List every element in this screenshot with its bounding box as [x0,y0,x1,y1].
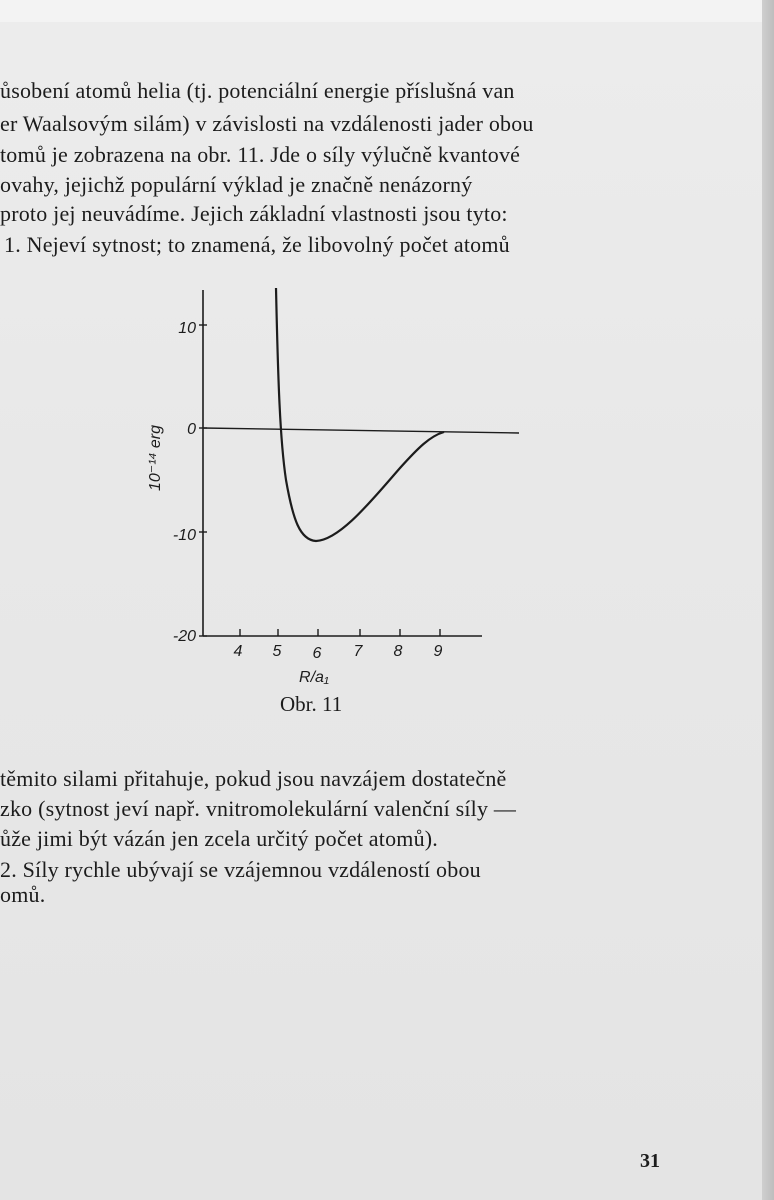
text-line-top-1: ůsobení atomů helia (tj. potenciální energie příslušná van [0,78,515,103]
text-line-top-5: proto jej neuvádíme. Jejich základní vlastnosti jsou tyto: [0,201,508,226]
text-line-bottom-4: 2. Síly rychle ubývají se vzájemnou vzdáleností obou [0,857,481,882]
x-tick-label-9: 9 [433,643,443,660]
y-tick-label-10: 10 [178,320,196,337]
text-line-top-3: tomů je zobrazena na obr. 11. Jde o síly výlučně kvantové [0,142,521,167]
x-tick-label-5: 5 [272,643,282,660]
zero-line [203,428,519,433]
text-line-bottom-1: těmito silami přitahuje, pokud jsou navzájem dostatečně [0,766,507,791]
x-tick-label-6: 6 [312,645,322,662]
text-line-top-6: 1. Nejeví sytnost; to znamená, že libovolný počet atomů [4,232,510,257]
x-tick-label-4: 4 [233,643,243,660]
text-line-bottom-2: zko (sytnost jeví např. vnitromolekulární valenční síly — [0,796,517,821]
text-line-bottom-3: ůže jimi být vázán jen zcela určitý počet atomů). [0,826,439,851]
text-line-top-2: er Waalsovým silám) v závislosti na vzdálenosti jader obou [0,111,534,136]
x-tick-label-8: 8 [393,643,403,660]
figure-caption: Obr. 11 [280,692,343,716]
text-line-top-4: ovahy, jejichž populární výklad je značně nenázorný [0,172,473,197]
x-axis-label: R/a₁ [299,669,329,686]
x-tick-label-7: 7 [353,643,363,660]
y-tick-label-minus-10: -10 [172,527,196,544]
y-tick-label-0: 0 [187,421,196,438]
potential-curve [276,288,444,541]
text-line-bottom-5: omů. [0,882,46,907]
y-axis-label: 10⁻¹⁴ erg [147,424,164,492]
y-tick-label-minus-20: -20 [172,628,196,645]
page-number: 31 [640,1150,660,1172]
